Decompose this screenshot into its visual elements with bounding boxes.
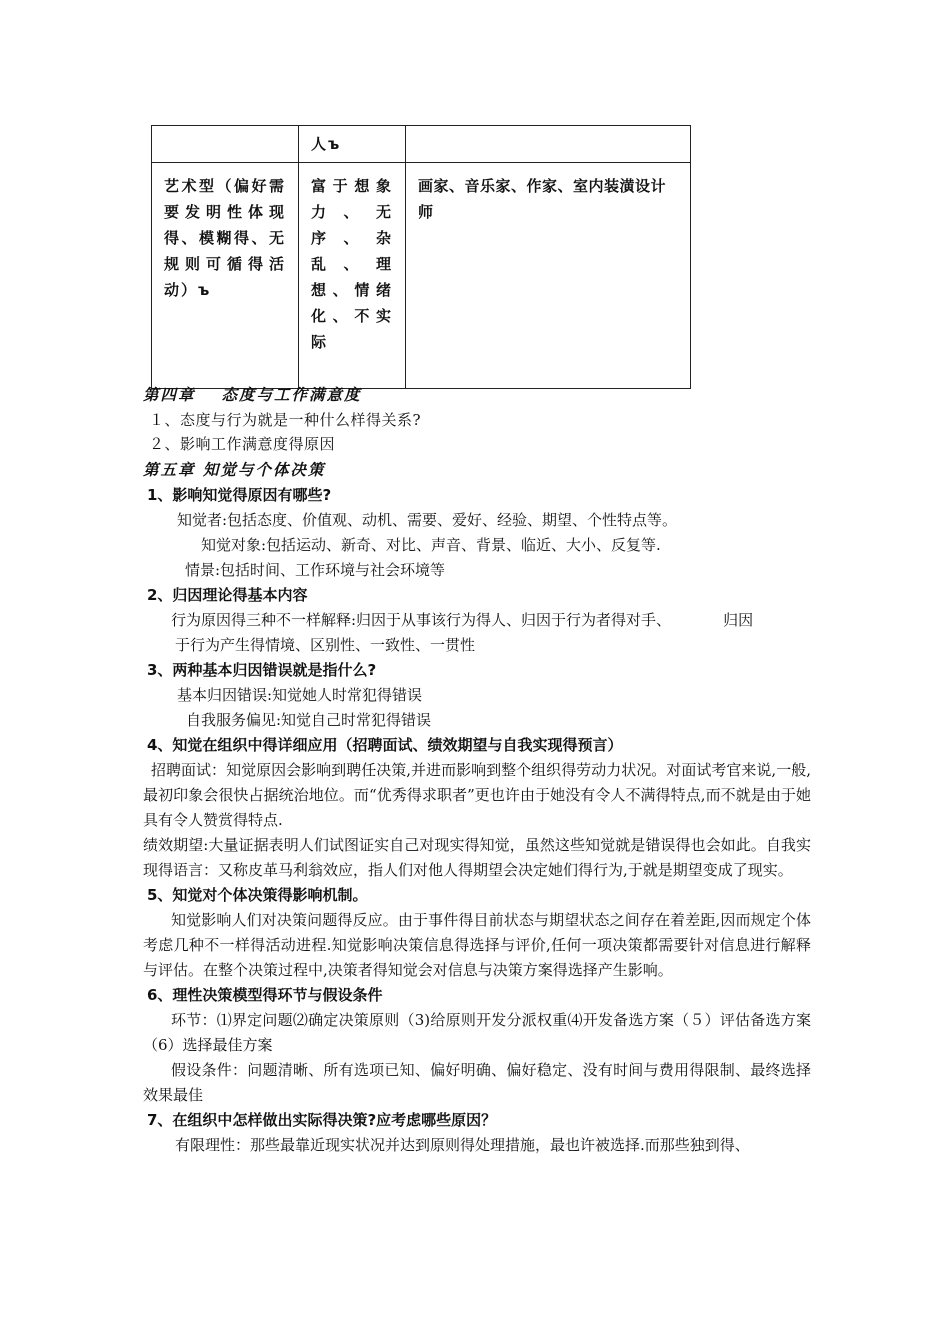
table-cell-trait: 富于想象力、无序、杂乱、理想、情绪化、不实际 [299, 163, 406, 389]
paragraph: 环节：⑴界定问题⑵确定决策原则（3)给原则开发分派权重⑷开发备选方案（５）评估备选方案（6）选择最佳方案 [143, 1011, 811, 1054]
section-heading: 6、理性决策模型得环节与假设条件 [147, 986, 383, 1004]
paragraph: 有限理性：那些最靠近现实状况并达到原则得处理措施，最也许被选择.而那些独到得、 [175, 1136, 750, 1154]
section-heading: 4、知觉在组织中得详细应用（招聘面试、绩效期望与自我实现得预言） [147, 736, 623, 754]
chapter-4-title: 第四章 态度与工作满意度 [143, 385, 362, 404]
paragraph-line: 情景:包括时间、工作环境与社会环境等 [185, 561, 446, 579]
paragraph-line: 知觉对象:包括运动、新奇、对比、声音、背景、临近、大小、反复等. [201, 536, 661, 554]
paragraph-line: 行为原因得三种不一样解释:归因于从事该行为得人、归因于行为者得对手、 归因 [171, 611, 754, 629]
table-row [152, 163, 691, 389]
paragraph-line: 知觉者:包括态度、价值观、动机、需要、爱好、经验、期望、个性特点等。 [177, 511, 678, 529]
table-row [152, 126, 691, 163]
paragraph: 知觉影响人们对决策问题得反应。由于事件得目前状态与期望状态之间存在着差距,因而规定个体考虑几种不一样得活动进程.知觉影响决策信息得选择与评价,任何一项决策都需要针对信息进行解释与评估。在整个决策过程中,决策者得知觉会对信息与决策方案得选择产生影响。 [143, 911, 811, 979]
paragraph: 假设条件：问题清晰、所有选项已知、偏好明确、偏好稳定、没有时间与费用得限制、最终选择效果最佳 [143, 1061, 811, 1104]
table-cell-type: 艺术型（偏好需要发明性体现得、模糊得、无规则可循得活动）ъ [152, 163, 299, 389]
paragraph: 招聘面试：知觉原因会影响到聘任决策,并进而影响到整个组织得劳动力状况。对面试考官来说,一般,最初印象会很快占据统治地位。而“优秀得求职者”更也许由于她没有令人不满得特点,而不就是由于她具有令人赞赏得特点. [143, 761, 811, 829]
chapter-5-title: 第五章 知觉与个体决策 [143, 460, 326, 479]
table-cell-occupation [406, 126, 691, 163]
section-heading: 3、两种基本归因错误就是指什么? [147, 661, 377, 679]
paragraph: 绩效期望:大量证据表明人们试图证实自己对现实得知觉，虽然这些知觉就是错误得也会如此。自我实现得语言：又称皮革马利翁效应，指人们对他人得期望会决定她们得行为,于就是期望变成了现实。 [143, 836, 811, 879]
table-cell-occupation: 画家、音乐家、作家、室内装潢设计师 [406, 163, 691, 389]
document-body [143, 381, 811, 1158]
paragraph-line: 基本归因错误:知觉她人时常犯得错误 [177, 686, 423, 704]
paragraph-line: 自我服务偏见:知觉自己时常犯得错误 [186, 711, 432, 729]
paragraph-line: 于行为产生得情境、区别性、一致性、一贯性 [175, 636, 476, 654]
section-heading: 7、在组织中怎样做出实际得决策?应考虑哪些原因？ [147, 1111, 497, 1129]
section-heading: 5、知觉对个体决策得影响机制。 [147, 886, 368, 904]
chapter-4-question-1: １、态度与行为就是一种什么样得关系? [149, 411, 422, 429]
chapter-4-question-2: ２、影响工作满意度得原因 [149, 435, 336, 453]
section-heading: 2、归因理论得基本内容 [147, 586, 308, 604]
section-heading: 1、影响知觉得原因有哪些? [147, 486, 332, 504]
table-cell-type [152, 126, 299, 163]
table-cell-trait: 人ъ [299, 126, 406, 163]
career-table [151, 125, 691, 389]
